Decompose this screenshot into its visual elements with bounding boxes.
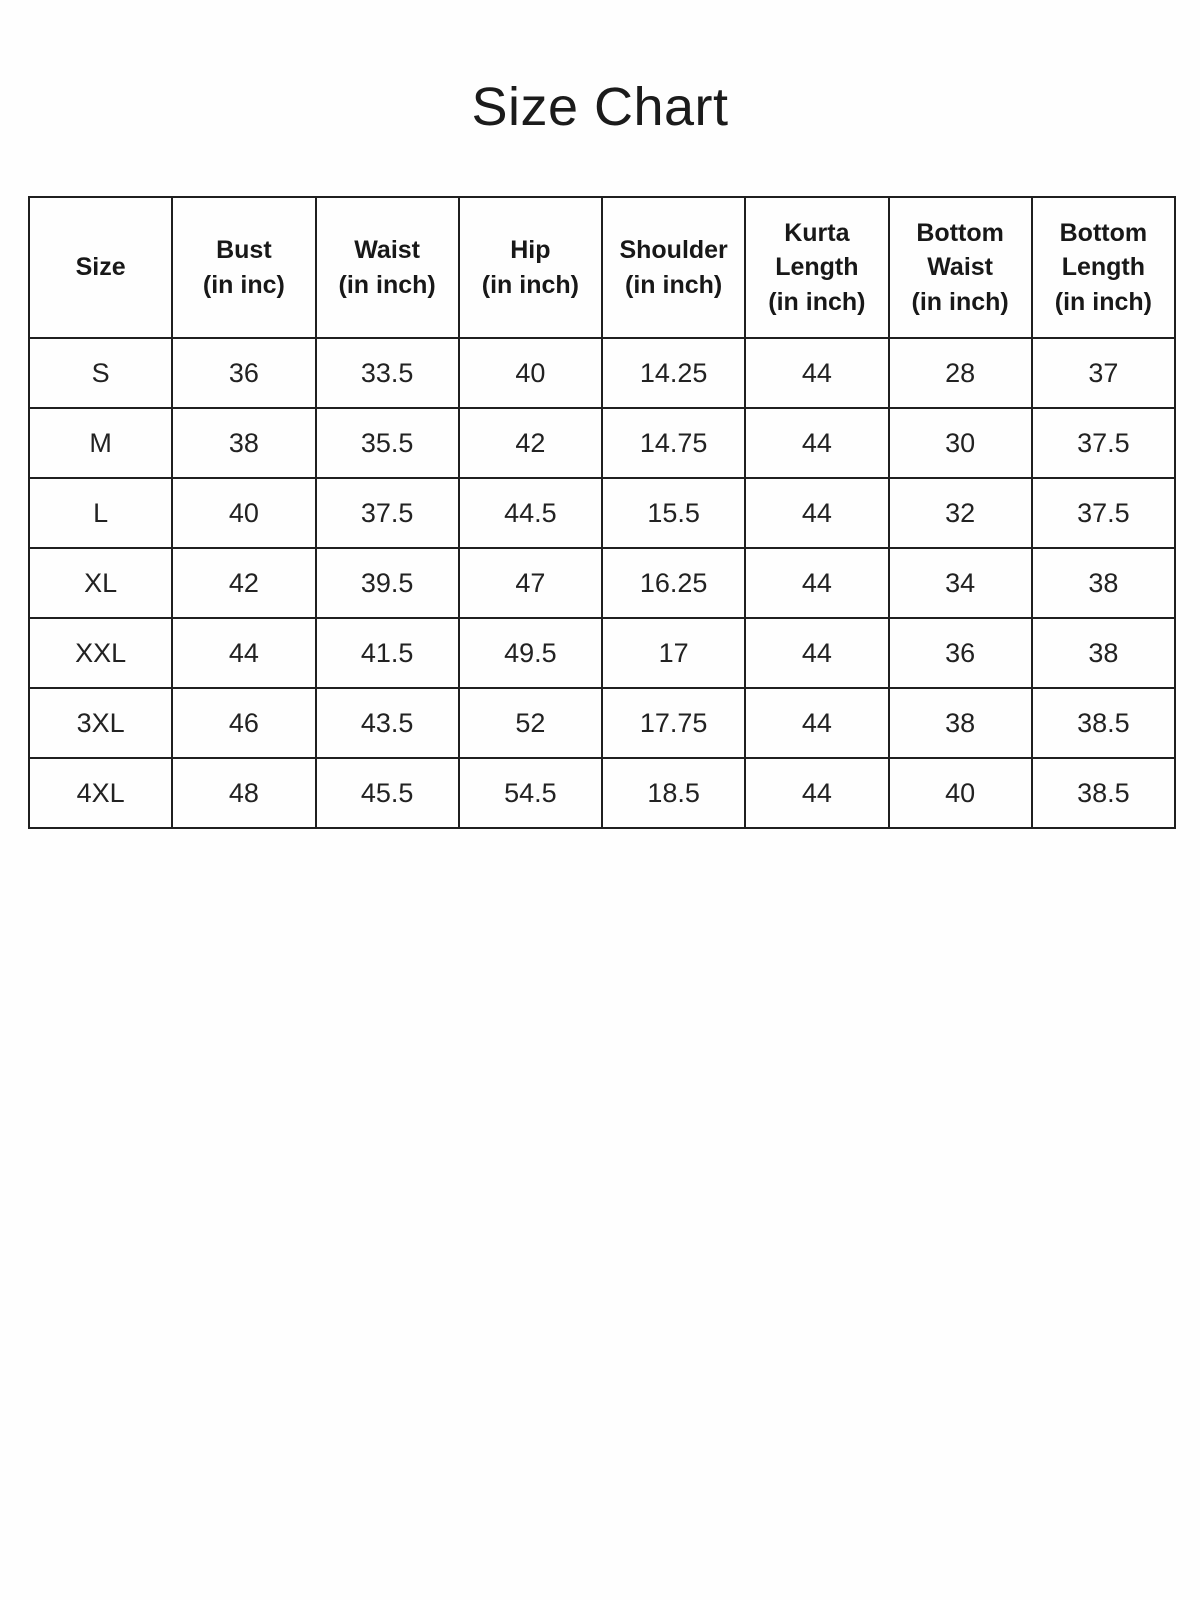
measurement-cell: 44.5: [459, 478, 602, 548]
page-title: Size Chart: [471, 77, 729, 137]
measurement-cell: 17.75: [602, 688, 745, 758]
size-cell: L: [29, 478, 172, 548]
size-cell: 3XL: [29, 688, 172, 758]
measurement-cell: 38.5: [1032, 688, 1175, 758]
measurement-cell: 37.5: [316, 478, 459, 548]
measurement-cell: 44: [745, 478, 888, 548]
measurement-cell: 40: [889, 758, 1032, 828]
measurement-cell: 17: [602, 618, 745, 688]
table-row-m: [29, 408, 1175, 478]
measurement-cell: 41.5: [316, 618, 459, 688]
measurement-cell: 37.5: [1032, 408, 1175, 478]
table-row-4xl: [29, 758, 1175, 828]
table-row-xl: [29, 548, 1175, 618]
measurement-cell: 49.5: [459, 618, 602, 688]
measurement-cell: 44: [172, 618, 315, 688]
measurement-cell: 38: [1032, 618, 1175, 688]
measurement-cell: 47: [459, 548, 602, 618]
measurement-cell: 38: [889, 688, 1032, 758]
measurement-cell: 28: [889, 338, 1032, 408]
measurement-cell: 54.5: [459, 758, 602, 828]
measurement-cell: 35.5: [316, 408, 459, 478]
measurement-cell: 44: [745, 548, 888, 618]
measurement-cell: 44: [745, 618, 888, 688]
column-header-waist: Waist (in inch): [316, 197, 459, 338]
measurement-cell: 34: [889, 548, 1032, 618]
size-cell: S: [29, 338, 172, 408]
size-cell: XL: [29, 548, 172, 618]
measurement-cell: 40: [172, 478, 315, 548]
measurement-cell: 39.5: [316, 548, 459, 618]
measurement-cell: 33.5: [316, 338, 459, 408]
size-cell: M: [29, 408, 172, 478]
measurement-cell: 15.5: [602, 478, 745, 548]
size-cell: XXL: [29, 618, 172, 688]
measurement-cell: 38.5: [1032, 758, 1175, 828]
table-row-3xl: [29, 688, 1175, 758]
measurement-cell: 36: [889, 618, 1032, 688]
measurement-cell: 42: [459, 408, 602, 478]
measurement-cell: 48: [172, 758, 315, 828]
measurement-cell: 14.25: [602, 338, 745, 408]
column-header-hip: Hip (in inch): [459, 197, 602, 338]
measurement-cell: 37.5: [1032, 478, 1175, 548]
measurement-cell: 45.5: [316, 758, 459, 828]
measurement-cell: 14.75: [602, 408, 745, 478]
column-header-bottom-length: Bottom Length (in inch): [1032, 197, 1175, 338]
size-cell: 4XL: [29, 758, 172, 828]
table-row-l: [29, 478, 1175, 548]
column-header-bottom-waist: Bottom Waist (in inch): [889, 197, 1032, 338]
measurement-cell: 30: [889, 408, 1032, 478]
measurement-cell: 36: [172, 338, 315, 408]
measurement-cell: 40: [459, 338, 602, 408]
measurement-cell: 43.5: [316, 688, 459, 758]
measurement-cell: 18.5: [602, 758, 745, 828]
column-header-kurta-length: Kurta Length (in inch): [745, 197, 888, 338]
table-row-xxl: [29, 618, 1175, 688]
measurement-cell: 44: [745, 338, 888, 408]
measurement-cell: 42: [172, 548, 315, 618]
column-header-bust: Bust (in inc): [172, 197, 315, 338]
size-chart-table: [28, 196, 1176, 829]
table-row-s: [29, 338, 1175, 408]
measurement-cell: 16.25: [602, 548, 745, 618]
measurement-cell: 38: [1032, 548, 1175, 618]
measurement-cell: 46: [172, 688, 315, 758]
measurement-cell: 32: [889, 478, 1032, 548]
measurement-cell: 38: [172, 408, 315, 478]
column-header-shoulder: Shoulder (in inch): [602, 197, 745, 338]
measurement-cell: 37: [1032, 338, 1175, 408]
measurement-cell: 44: [745, 758, 888, 828]
measurement-cell: 44: [745, 688, 888, 758]
measurement-cell: 52: [459, 688, 602, 758]
table-header-row: [29, 197, 1175, 338]
measurement-cell: 44: [745, 408, 888, 478]
column-header-size: Size: [29, 197, 172, 338]
